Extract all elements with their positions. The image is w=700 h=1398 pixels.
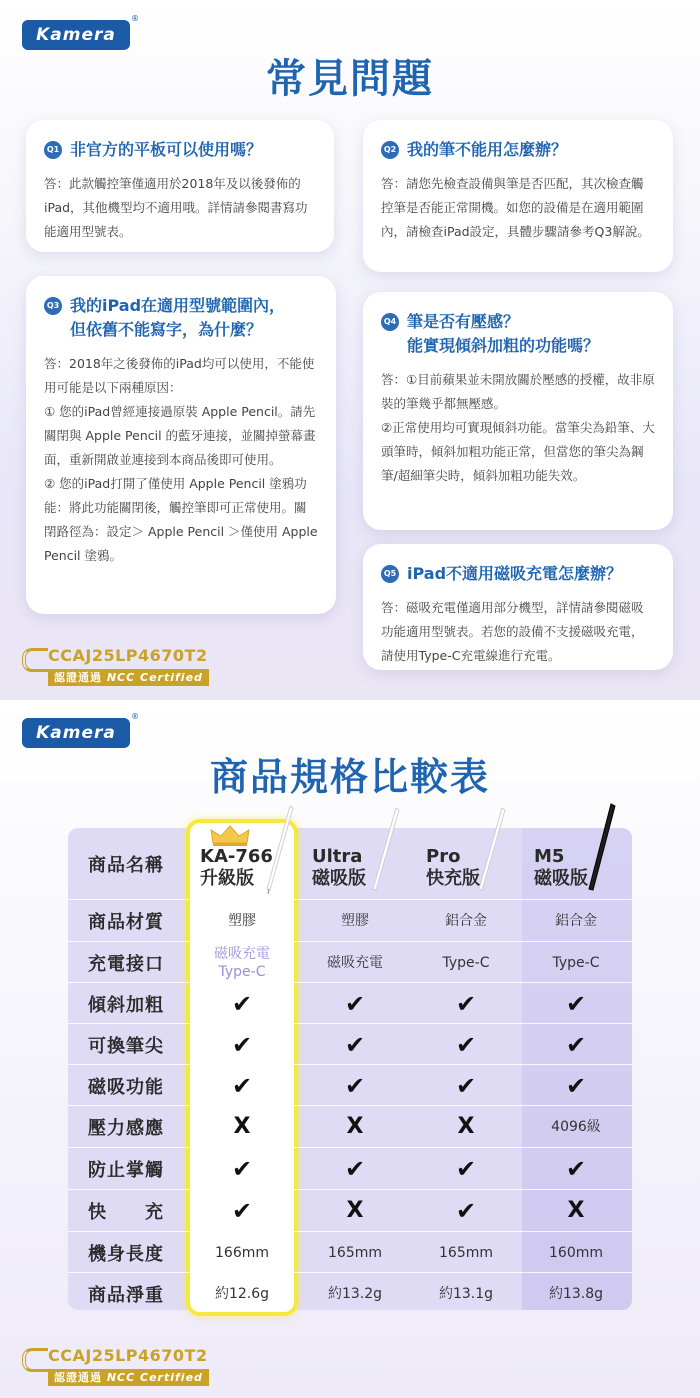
spec-cell bbox=[298, 1065, 412, 1106]
spec-cell bbox=[520, 1148, 632, 1189]
ncc-code: CCAJ25LP4670T2 bbox=[22, 1346, 209, 1366]
spec-cell bbox=[412, 1024, 520, 1065]
ncc-certification bbox=[22, 1346, 209, 1386]
spec-cell bbox=[412, 983, 520, 1024]
spec-cell bbox=[298, 1273, 412, 1314]
spec-cell bbox=[298, 942, 412, 983]
spec-value: 磁吸充電 Type-C bbox=[214, 945, 270, 980]
spec-cell bbox=[412, 900, 520, 941]
q3-badge-icon: Q3 bbox=[44, 297, 62, 315]
spec-value: 160mm bbox=[549, 1244, 603, 1261]
spec-cell bbox=[412, 1106, 520, 1147]
spec-cell bbox=[298, 1190, 412, 1231]
faq-card-q2 bbox=[363, 120, 673, 272]
check-icon: ✔ bbox=[344, 1154, 366, 1183]
spec-cell bbox=[186, 942, 298, 983]
spec-title: 商品規格比較表 bbox=[209, 755, 490, 799]
check-icon: ✔ bbox=[455, 1196, 477, 1225]
spec-value: 約13.1g bbox=[438, 1285, 494, 1302]
spec-cell bbox=[520, 942, 632, 983]
check-icon: ✔ bbox=[455, 1154, 477, 1183]
spec-cell bbox=[412, 1190, 520, 1231]
spec-value: 磁吸充電 bbox=[327, 954, 383, 971]
kamera-logo: Kamera bbox=[22, 20, 130, 50]
spec-value: 165mm bbox=[328, 1244, 382, 1261]
row-label: 商品材質 bbox=[88, 911, 164, 933]
spec-value: 165mm bbox=[439, 1244, 493, 1261]
faq-answer-q4: 答：①目前蘋果並未開放關於壓感的授權，故非原裝的筆幾乎都無壓感。 ②正常使用均可實現傾斜功能。當筆尖為鉛筆、大頭筆時，傾斜加粗功能正常，但當您的筆尖為鋼筆/超細筆尖時，傾斜加粗功能失效。 bbox=[381, 372, 655, 483]
spec-cell bbox=[186, 1065, 298, 1106]
check-icon: ✔ bbox=[344, 989, 366, 1018]
faq-question-text: iPad不適用磁吸充電怎麼辦？ bbox=[407, 564, 623, 583]
row-label: 充電接口 bbox=[88, 953, 164, 975]
faq-question-text: 非官方的平板可以使用嗎？ bbox=[70, 140, 263, 159]
ncc-label-en: NCC Certified bbox=[106, 1371, 203, 1384]
spec-cell bbox=[186, 1232, 298, 1273]
spec-cell bbox=[520, 900, 632, 941]
spec-cell bbox=[412, 1273, 520, 1314]
spec-cell bbox=[298, 1024, 412, 1065]
faq-question-q3 bbox=[44, 294, 318, 342]
faq-question-q2 bbox=[381, 138, 655, 162]
ultra-pen-icon bbox=[368, 806, 402, 896]
row-label: 壓力感應 bbox=[88, 1117, 164, 1139]
check-icon: ✔ bbox=[231, 1071, 253, 1100]
product-name: M5 磁吸版 bbox=[534, 846, 588, 889]
spec-value: Type-C bbox=[552, 954, 600, 971]
spec-cell bbox=[298, 1148, 412, 1189]
spec-cell bbox=[186, 900, 298, 941]
check-icon: ✔ bbox=[231, 989, 253, 1018]
spec-cell bbox=[186, 1106, 298, 1147]
q2-badge-icon: Q2 bbox=[381, 141, 399, 159]
spec-value: 4096級 bbox=[551, 1118, 601, 1135]
spec-value: 鋁合金 bbox=[555, 912, 597, 929]
product-name: Ultra 磁吸版 bbox=[312, 846, 366, 889]
spec-cell bbox=[520, 1024, 632, 1065]
faq-question-q5 bbox=[381, 562, 655, 586]
check-icon: ✔ bbox=[565, 989, 587, 1018]
faq-question-text: 我的iPad在適用型號範圍內， 但依舊不能寫字，為什麼？ bbox=[70, 296, 286, 339]
spec-cell bbox=[298, 1232, 412, 1273]
spec-cell bbox=[412, 942, 520, 983]
faq-card-q5 bbox=[363, 544, 673, 670]
spec-cell bbox=[520, 983, 632, 1024]
q1-badge-icon: Q1 bbox=[44, 141, 62, 159]
faq-question-text: 筆是否有壓感？ 能實現傾斜加粗的功能嗎？ bbox=[407, 312, 600, 355]
check-icon: ✔ bbox=[231, 1196, 253, 1225]
check-icon: ✔ bbox=[565, 1154, 587, 1183]
check-icon: ✔ bbox=[231, 1030, 253, 1059]
spec-value: 約12.6g bbox=[214, 1285, 270, 1302]
spec-cell bbox=[298, 983, 412, 1024]
spec-cell bbox=[412, 1065, 520, 1106]
check-icon: ✔ bbox=[565, 1071, 587, 1100]
check-icon: ✔ bbox=[455, 1030, 477, 1059]
q4-badge-icon: Q4 bbox=[381, 313, 399, 331]
cross-icon: X bbox=[233, 1114, 251, 1139]
ncc-label-zh: 認證通過 bbox=[54, 671, 102, 684]
q5-badge-icon: Q5 bbox=[381, 565, 399, 583]
spec-cell bbox=[298, 1106, 412, 1147]
check-icon: ✔ bbox=[344, 1030, 366, 1059]
spec-value: 塑膠 bbox=[341, 912, 369, 929]
ncc-label bbox=[48, 669, 209, 686]
spec-cell bbox=[186, 1148, 298, 1189]
faq-card-q3 bbox=[26, 276, 336, 614]
spec-value: 鋁合金 bbox=[445, 912, 487, 929]
spec-value: Type-C bbox=[442, 954, 490, 971]
faq-question-q1 bbox=[44, 138, 316, 162]
cross-icon: X bbox=[346, 1114, 364, 1139]
m5-pen-icon bbox=[584, 802, 618, 896]
cross-icon: X bbox=[567, 1198, 585, 1223]
product-name: Pro 快充版 bbox=[426, 846, 480, 889]
spec-cell bbox=[412, 1232, 520, 1273]
header-label: 商品名稱 bbox=[88, 854, 164, 876]
faq-answer-q3: 答：2018年之後發佈的iPad均可以使用，不能使用可能是以下兩種原因： ① 您的iPad曾經連接過原裝 Apple Pencil。請先關閉與 Apple Pencil 的藍牙連接，並關掉螢幕畫面，重新開啟並連接到本商品後即可使用。 ② 您的iPad打開了僅使用 Apple Pencil 塗鴉功能：將此功能關閉後，觸控筆即可正常使用。關閉路徑為：設定＞ Apple Pencil ＞僅使用 Apple Pencil 塗鴉。 bbox=[44, 356, 318, 563]
check-icon: ✔ bbox=[231, 1154, 253, 1183]
spec-cell bbox=[520, 1106, 632, 1147]
ncc-label bbox=[48, 1369, 209, 1386]
spec-cell bbox=[186, 1190, 298, 1231]
faq-answer-q2: 答：請您先檢查設備與筆是否匹配，其次檢查觸控筆是否能正常開機。如您的設備是在適用範圍內，請檢查iPad設定，具體步驟請參考Q3解說。 bbox=[381, 176, 650, 239]
check-icon: ✔ bbox=[344, 1071, 366, 1100]
check-icon: ✔ bbox=[455, 1071, 477, 1100]
spec-value: 約13.2g bbox=[327, 1285, 383, 1302]
spec-value: 約13.8g bbox=[548, 1285, 604, 1302]
crown-icon bbox=[210, 825, 250, 847]
spec-cell bbox=[186, 1024, 298, 1065]
faq-card-q1 bbox=[26, 120, 334, 252]
spec-cell bbox=[186, 983, 298, 1024]
check-icon: ✔ bbox=[565, 1030, 587, 1059]
faq-card-q4 bbox=[363, 292, 673, 530]
spec-value: 塑膠 bbox=[228, 912, 256, 929]
faq-question-q4 bbox=[381, 310, 655, 358]
row-label: 磁吸功能 bbox=[88, 1076, 164, 1098]
faq-question-text: 我的筆不能用怎麼辦？ bbox=[407, 140, 568, 159]
row-label: 可換筆尖 bbox=[88, 1035, 164, 1057]
spec-cell bbox=[520, 1190, 632, 1231]
faq-answer-q5: 答：磁吸充電僅適用部分機型，詳情請參閱磁吸功能適用型號表。若您的設備不支援磁吸充電，請使用Type-C充電線進行充電。 bbox=[381, 600, 644, 663]
ncc-label-zh: 認證通過 bbox=[54, 1371, 102, 1384]
kamera-logo: Kamera bbox=[22, 718, 130, 748]
ncc-certification bbox=[22, 646, 209, 686]
spec-cell bbox=[298, 900, 412, 941]
faq-answer-q1: 答：此款觸控筆僅適用於2018年及以後發佈的iPad，其他機型均不適用哦。詳情請參閱書寫功能適用型號表。 bbox=[44, 176, 308, 239]
registered-mark: ® bbox=[131, 14, 139, 23]
row-label: 傾斜加粗 bbox=[88, 994, 164, 1016]
ncc-label-en: NCC Certified bbox=[106, 671, 203, 684]
registered-mark: ® bbox=[131, 712, 139, 721]
faq-title: 常見問題 bbox=[266, 56, 434, 102]
spec-cell bbox=[412, 1148, 520, 1189]
spec-cell bbox=[520, 1273, 632, 1314]
spec-cell bbox=[520, 1065, 632, 1106]
cross-icon: X bbox=[346, 1198, 364, 1223]
row-label: 商品淨重 bbox=[88, 1284, 164, 1306]
spec-cell bbox=[520, 1232, 632, 1273]
row-label: 防止掌觸 bbox=[88, 1159, 164, 1181]
spec-value: 166mm bbox=[215, 1244, 269, 1261]
ncc-code: CCAJ25LP4670T2 bbox=[22, 646, 209, 666]
spec-cell bbox=[186, 1273, 298, 1314]
check-icon: ✔ bbox=[455, 989, 477, 1018]
cross-icon: X bbox=[457, 1114, 475, 1139]
row-label: 機身長度 bbox=[88, 1243, 164, 1265]
product-name: KA-766 升級版 bbox=[200, 846, 273, 889]
row-label: 快 充 bbox=[88, 1201, 164, 1223]
